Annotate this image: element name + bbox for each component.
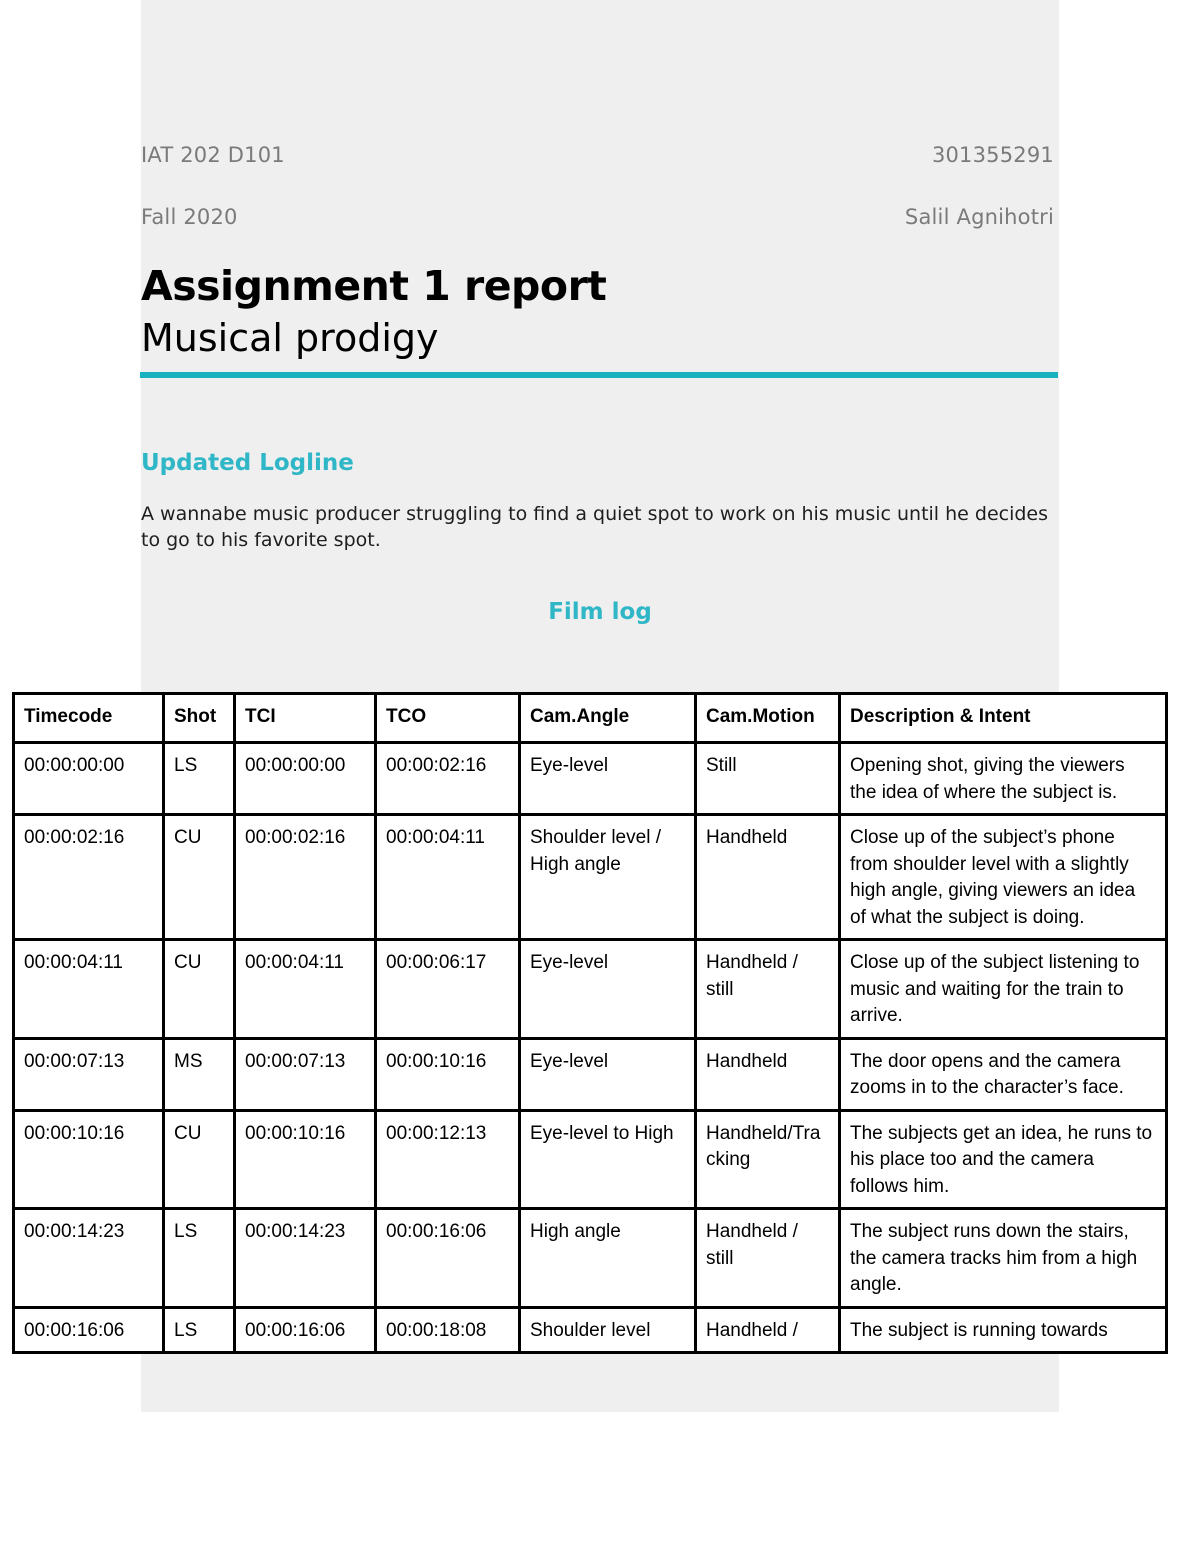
cell-cam-motion: Still xyxy=(696,743,840,815)
column-header-tci: TCI xyxy=(235,694,376,743)
cell-tci: 00:00:16:06 xyxy=(235,1307,376,1353)
column-header-cam-motion: Cam.Motion xyxy=(696,694,840,743)
logline-heading: Updated Logline xyxy=(141,450,354,476)
table-row xyxy=(14,940,1167,1039)
table-row xyxy=(14,743,1167,815)
cell-shot: CU xyxy=(164,815,235,940)
cell-cam-angle: Eye-level xyxy=(520,940,696,1039)
cell-tco: 00:00:12:13 xyxy=(376,1110,520,1209)
table-row xyxy=(14,1307,1167,1353)
cell-timecode: 00:00:04:11 xyxy=(14,940,164,1039)
cell-cam-motion: Handheld / still xyxy=(696,1209,840,1308)
page-subtitle: Musical prodigy xyxy=(141,316,439,360)
cell-description: Close up of the subject’s phone from shoulder level with a slightly high angle, giving viewers an idea of what the subject is doing. xyxy=(840,815,1167,940)
cell-cam-angle: Eye-level to High xyxy=(520,1110,696,1209)
cell-cam-motion: Handheld / xyxy=(696,1307,840,1353)
cell-description: The subject runs down the stairs, the camera tracks him from a high angle. xyxy=(840,1209,1167,1308)
cell-description: Opening shot, giving the viewers the idea of where the subject is. xyxy=(840,743,1167,815)
cell-cam-angle: Eye-level xyxy=(520,743,696,815)
cell-timecode: 00:00:00:00 xyxy=(14,743,164,815)
cell-description: The subjects get an idea, he runs to his place too and the camera follows him. xyxy=(840,1110,1167,1209)
cell-timecode: 00:00:16:06 xyxy=(14,1307,164,1353)
cell-tci: 00:00:04:11 xyxy=(235,940,376,1039)
cell-tco: 00:00:18:08 xyxy=(376,1307,520,1353)
cell-description: The subject is running towards xyxy=(840,1307,1167,1353)
table-header-row xyxy=(14,694,1167,743)
film-log-heading: Film log xyxy=(548,599,652,625)
student-name: Salil Agnihotri xyxy=(904,205,1054,229)
cell-cam-motion: Handheld/Tracking xyxy=(696,1110,840,1209)
cell-tco: 00:00:10:16 xyxy=(376,1038,520,1110)
cell-tci: 00:00:07:13 xyxy=(235,1038,376,1110)
cell-shot: CU xyxy=(164,1110,235,1209)
cell-timecode: 00:00:10:16 xyxy=(14,1110,164,1209)
table-body xyxy=(14,743,1167,1353)
cell-cam-angle: Eye-level xyxy=(520,1038,696,1110)
cell-cam-angle: High angle xyxy=(520,1209,696,1308)
cell-timecode: 00:00:07:13 xyxy=(14,1038,164,1110)
cell-tci: 00:00:10:16 xyxy=(235,1110,376,1209)
cell-tco: 00:00:04:11 xyxy=(376,815,520,940)
column-header-tco: TCO xyxy=(376,694,520,743)
table-row xyxy=(14,1209,1167,1308)
column-header-shot: Shot xyxy=(164,694,235,743)
cell-tci: 00:00:00:00 xyxy=(235,743,376,815)
page-title: Assignment 1 report xyxy=(141,262,607,310)
cell-shot: LS xyxy=(164,1209,235,1308)
cell-shot: LS xyxy=(164,1307,235,1353)
cell-shot: CU xyxy=(164,940,235,1039)
logline-text: A wannabe music producer struggling to find a quiet spot to work on his music until he decides to go to his favorite spot. xyxy=(141,503,1049,551)
column-header-description: Description & Intent xyxy=(840,694,1167,743)
cell-shot: MS xyxy=(164,1038,235,1110)
cell-cam-motion: Handheld xyxy=(696,1038,840,1110)
cell-cam-motion: Handheld / still xyxy=(696,940,840,1039)
cell-description: Close up of the subject listening to music and waiting for the train to arrive. xyxy=(840,940,1167,1039)
column-header-timecode: Timecode xyxy=(14,694,164,743)
cell-cam-angle: Shoulder level / High angle xyxy=(520,815,696,940)
table-row xyxy=(14,1038,1167,1110)
cell-timecode: 00:00:02:16 xyxy=(14,815,164,940)
table-row xyxy=(14,1110,1167,1209)
column-header-cam-angle: Cam.Angle xyxy=(520,694,696,743)
cell-tci: 00:00:14:23 xyxy=(235,1209,376,1308)
student-id: 301355291 xyxy=(931,143,1054,167)
cell-cam-angle: Shoulder level xyxy=(520,1307,696,1353)
term: Fall 2020 xyxy=(141,205,238,229)
cell-cam-motion: Handheld xyxy=(696,815,840,940)
film-log-table xyxy=(12,692,1168,1354)
cell-description: The door opens and the camera zooms in to the character’s face. xyxy=(840,1038,1167,1110)
cell-tco: 00:00:16:06 xyxy=(376,1209,520,1308)
title-divider xyxy=(140,372,1058,378)
table-row xyxy=(14,815,1167,940)
cell-timecode: 00:00:14:23 xyxy=(14,1209,164,1308)
cell-tci: 00:00:02:16 xyxy=(235,815,376,940)
course-code: IAT 202 D101 xyxy=(141,143,285,167)
cell-shot: LS xyxy=(164,743,235,815)
cell-tco: 00:00:02:16 xyxy=(376,743,520,815)
cell-tco: 00:00:06:17 xyxy=(376,940,520,1039)
